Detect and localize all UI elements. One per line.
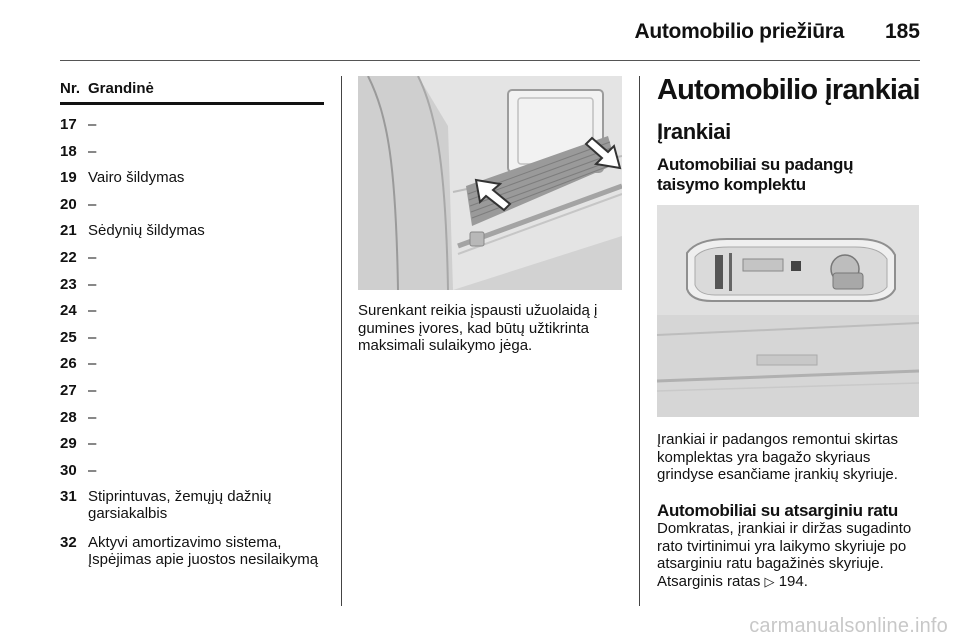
column-divider-left [341,76,342,606]
header-rule [60,60,920,61]
table-row [60,138,324,165]
row-number: 18 [60,142,77,160]
row-circuit: – [88,435,97,453]
row-number: 17 [60,116,77,133]
watermark: carmanualsonline.info [749,615,948,637]
row-number: 19 [60,169,77,187]
column-divider-right [639,76,640,606]
curtain-caption: Surenkant reikia įspausti užuolaidą į gumines įvores, kad būtų užtikrinta maksimali sulaikymo jėga. [358,302,598,354]
table-row [60,244,324,271]
row-number: 29 [60,435,77,453]
table-row [60,297,324,324]
row-circuit: – [88,381,97,399]
row-number: 30 [60,461,77,479]
running-title: Automobilio priežiūra [634,20,844,43]
page-header [0,0,960,60]
table-row [60,164,324,191]
row-circuit: – [88,248,97,266]
topic-heading-spare-wheel: Automobiliai su atsarginiu ratu [657,501,899,520]
row-circuit: – [88,275,97,293]
repair-kit-paragraph: Įrankiai ir padangos remontui skirtas komplektas yra bagažo skyriaus grindyse esančiame įrankių skyriuje. [657,431,898,483]
row-circuit: – [88,195,97,213]
table-row [60,271,324,298]
cross-reference-icon: ▷ [764,573,775,589]
row-number: 22 [60,248,77,266]
table-row [60,377,324,404]
table-row [60,191,324,218]
subsection-heading: Įrankiai [657,119,731,144]
row-circuit: – [88,355,97,373]
page-number: 185 [884,20,920,43]
row-number: 21 [60,222,77,240]
row-circuit: – [88,116,97,133]
row-number: 28 [60,408,77,426]
table-row [60,457,324,484]
spare-wheel-paragraph [657,520,925,590]
row-number: 25 [60,328,77,346]
row-number: 20 [60,195,77,213]
table-row [60,529,324,591]
row-circuit: – [88,408,97,426]
table-row [60,350,324,377]
page-reference-link[interactable]: 194. [778,572,808,590]
table-row [60,404,324,431]
table-row [60,430,324,457]
row-circuit: Stiprintuvas, žemųjų dažnių garsiakalbis [88,488,272,523]
row-circuit: Aktyvi amortizavimo sistema, Įspėjimas apie juostos nesilaikymą [88,534,319,569]
row-number: 23 [60,275,77,293]
row-number: 27 [60,381,77,399]
topic-heading-repair-kit: Automobiliai su padangų taisymo komplektu [657,155,854,194]
section-heading: Automobilio įrankiai [657,74,920,106]
table-row [60,217,324,244]
row-number: 32 [60,534,77,552]
table-row [60,324,324,351]
column-header-nr: Nr. [60,80,81,97]
fuse-table [60,78,324,591]
tool-compartment-photo [657,205,919,417]
row-number: 31 [60,488,77,506]
column-header-circuit: Grandinė [88,80,154,97]
table-row [60,483,324,529]
row-circuit: Vairo šildymas [88,169,185,187]
row-number: 24 [60,302,77,320]
spare-wheel-text: Domkratas, įrankiai ir diržas sugadinto rato tvirtinimui yra laikymo skyriuje po atsarginiu ratu bagažinės skyriuje. Atsarginis ratas [657,520,912,590]
table-header [60,78,324,105]
row-circuit: – [88,302,97,320]
table-row [60,111,324,138]
trunk-curtain-photo [358,76,622,290]
row-circuit: – [88,461,97,479]
row-circuit: – [88,142,97,160]
row-circuit: Sėdynių šildymas [88,222,205,240]
row-number: 26 [60,355,77,373]
row-circuit: – [88,328,97,346]
